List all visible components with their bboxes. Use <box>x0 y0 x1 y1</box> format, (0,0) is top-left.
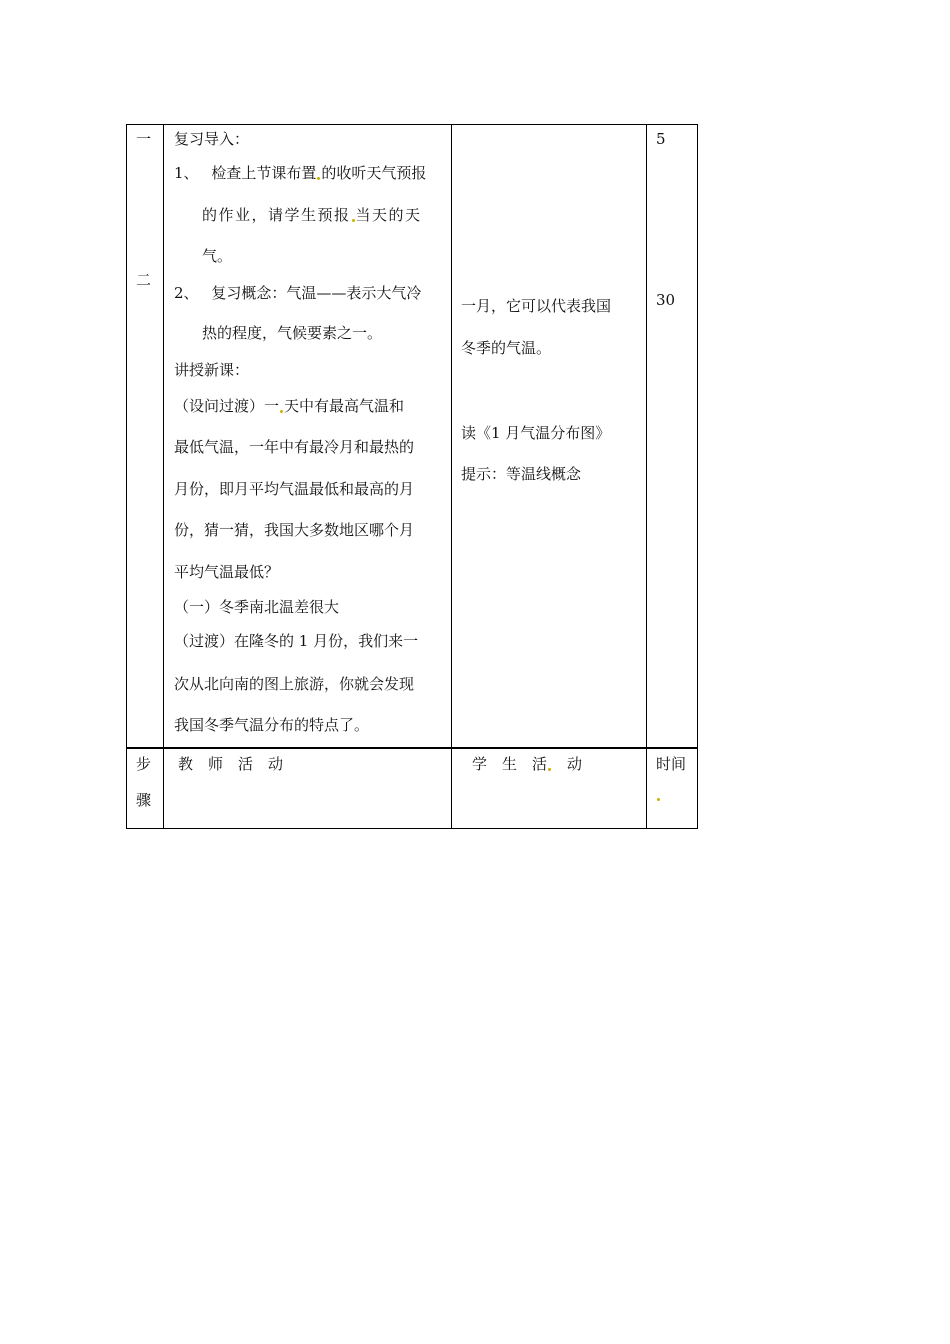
transition-question-line-3: 月份，即月平均气温最低和最高的月 <box>174 480 415 498</box>
footer-student-activity-label <box>472 754 582 774</box>
item-1-line-1 <box>174 163 442 183</box>
item-1-text-d: 当天的天 <box>355 206 422 224</box>
lesson-plan-table <box>126 124 698 829</box>
transition-line-2: 次从北向南的图上旅游，你就会发现 <box>174 675 415 693</box>
transition-text-b: 天中有最高气温和 <box>284 397 405 415</box>
item-2-line-2: 热的程度，气候要素之一。 <box>202 324 383 342</box>
transition-question-line-2: 最低气温，一年中有最冷月和最热的 <box>174 438 415 456</box>
item-2-number: 2、 <box>174 284 199 302</box>
item-1-line-3: 气。 <box>202 247 233 265</box>
footer-step-label-1: 步 <box>136 755 152 773</box>
student-read-map: 读《1 月气温分布图》 <box>461 424 611 442</box>
item-2-text-a: 复习概念：气温——表示大气冷 <box>211 284 422 302</box>
student-hint: 提示：等温线概念 <box>461 465 582 483</box>
item-1-text-c: 的作业，请学生预报 <box>202 206 351 224</box>
student-activity-text-b: 动 <box>552 755 583 773</box>
footer-step-label-2: 骤 <box>136 791 152 809</box>
marker-dot-below <box>656 784 661 804</box>
item-1-text-b: 的收听天气预报 <box>321 164 427 182</box>
student-note-line-2: 冬季的气温。 <box>461 339 552 357</box>
transition-question-line-1 <box>174 396 404 416</box>
item-1-number: 1、 <box>174 164 199 182</box>
time-value-2: 30 <box>656 291 676 309</box>
marker-dot <box>317 177 320 180</box>
item-2-line-1 <box>174 283 421 303</box>
marker-dot <box>352 219 355 222</box>
transition-line-3: 我国冬季气温分布的特点了。 <box>174 716 370 734</box>
student-note-line-1: 一月，它可以代表我国 <box>461 297 612 315</box>
table-left-border <box>126 124 127 829</box>
footer-teacher-activity-label: 教 师 活 动 <box>178 755 284 773</box>
column-divider-3 <box>646 124 647 829</box>
section-heading-1: （一）冬季南北温差很大 <box>174 598 340 616</box>
transition-line-1: （过渡）在隆冬的 1 月份，我们来一 <box>174 632 419 650</box>
column-divider-1 <box>163 124 164 829</box>
marker-dot <box>548 768 551 771</box>
step-label-one: 一 <box>136 130 152 148</box>
table-bottom-border <box>126 828 698 829</box>
item-1-text-a: 检查上节课布置 <box>211 164 317 182</box>
table-right-border <box>697 124 698 829</box>
student-activity-text-a: 学 生 活 <box>472 755 548 773</box>
row-divider <box>126 747 698 749</box>
review-intro-heading: 复习导入： <box>174 130 250 148</box>
step-label-two: 二 <box>136 271 152 289</box>
marker-dot <box>280 410 283 413</box>
new-lesson-heading: 讲授新课： <box>174 361 250 379</box>
item-1-line-2 <box>202 205 422 225</box>
time-value-1: 5 <box>656 130 666 148</box>
table-top-border <box>126 124 698 125</box>
transition-question-line-5: 平均气温最低？ <box>174 563 280 581</box>
transition-question-line-4: 份，猜一猜，我国大多数地区哪个月 <box>174 521 415 539</box>
column-divider-2 <box>451 124 452 829</box>
transition-text-a: （设问过渡）一 <box>174 397 280 415</box>
marker-dot <box>657 798 660 801</box>
time-label-text: 时间 <box>656 755 687 773</box>
